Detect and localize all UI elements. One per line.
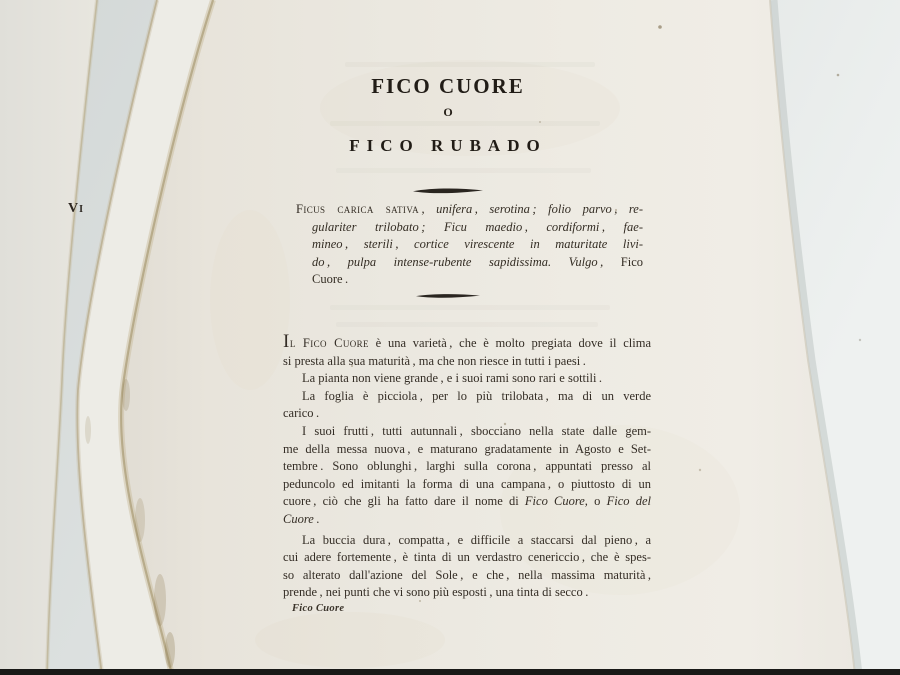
tapered-rule-icon [413,187,483,195]
margin-text: Vi [68,201,85,216]
body-line: so alterato dall'azione del Sole , e che , nella massima maturità , [283,567,651,582]
body-line: carico . [283,406,320,421]
page-title-line2: FICO RUBADO [349,136,547,155]
body-text [283,332,651,602]
photo-bottom-bar [0,669,900,675]
body-line: cui adere fortemente , è tinta di un verdastro cenericcio , che è spes- [283,550,651,565]
latin-line: gulariter trilobato ; Ficu maedio , cordiformi , fae- [312,219,643,234]
divider-rule-bottom [283,287,613,305]
page-title-line1: FICO CUORE [371,74,525,98]
under-page-margin-text [68,201,84,217]
body-line: peduncolo ed imitanti la forma di una campana , o piuttosto di un [283,476,651,491]
lead-smallcaps: l Fico Cuore [289,336,369,350]
latin-species-smallcaps: Ficus carica sativa [296,202,419,216]
body-line: Il Fico Cuore è una varietà , che è molto pregiata dove il clima [283,331,651,352]
body-line: Cuore . [283,511,320,526]
tapered-rule-icon [416,293,480,299]
body-line: cuore , ciò che gli ha fatto dare il nome di Fico Cuore, o Fico del [283,494,651,509]
latin-line: Ficus carica sativa , unifera , serotina ; folio parvo , re- [296,202,644,216]
body-line: La pianta non viene grande , e i suoi rami sono rari e sottili . [302,371,603,386]
body-line: prende , nei punti che vi sono più esposti , una tinta di secco . [283,585,589,600]
divider-rule-top [283,182,613,200]
latin-description [296,201,643,289]
latin-line: do , pulpa intense-rubente sapidissima. Vulgo , Fico [312,254,643,269]
page-title-conjunction: O [443,105,453,119]
body-line: me della messa nuova , e maturano gradatamente in Agosto e Set- [283,441,651,456]
footer-catchword: Fico Cuore [292,603,345,614]
body-line: La buccia dura , compatta , e difficile a staccarsi dal pieno , a [302,532,651,547]
latin-line: Cuore . [312,272,349,286]
latin-line: mineo , sterili , cortice virescente in maturitate livi- [312,237,643,251]
body-line: I suoi frutti , tutti autunnali , sbocciano nella state dalle gem- [302,423,651,438]
body-line: si presta alla sua maturità , ma che non riesce in tutti i paesi . [283,353,586,368]
body-line: La foglia è picciola , per lo più trilobata , ma di un verde [302,388,651,403]
body-line: tembre . Sono oblunghi , larghi sulla corona , appuntati presso al [283,459,651,474]
drop-cap: I [283,331,290,352]
